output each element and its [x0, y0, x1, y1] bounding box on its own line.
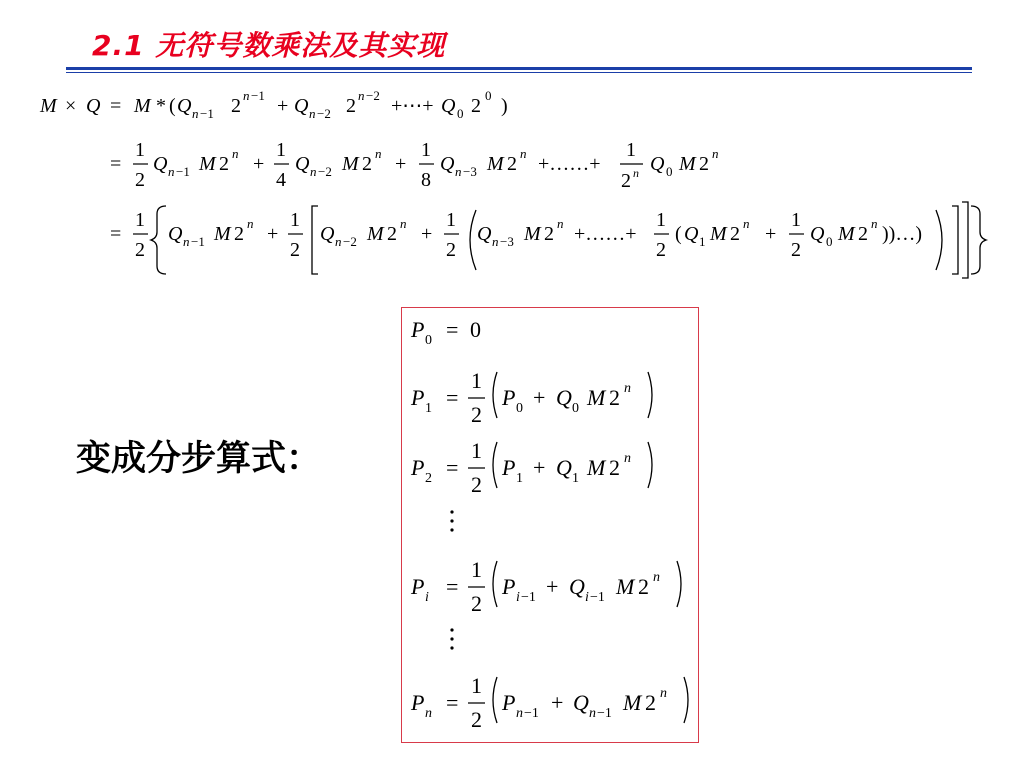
svg-text:+: +: [395, 153, 407, 175]
svg-text:n: n: [633, 166, 639, 180]
svg-text:M: M: [524, 223, 541, 245]
svg-text:n: n: [358, 88, 365, 103]
svg-text:Q: Q: [440, 153, 455, 175]
svg-text:+: +: [533, 385, 546, 410]
svg-text:P: P: [502, 690, 516, 715]
svg-text:Q: Q: [177, 95, 192, 117]
svg-text:1: 1: [791, 209, 801, 231]
formula-line-2: [110, 139, 719, 192]
svg-text:n: n: [192, 106, 199, 121]
svg-text:M: M: [199, 153, 216, 175]
svg-text:1: 1: [421, 139, 431, 161]
svg-text:2: 2: [621, 170, 631, 192]
svg-text:M: M: [623, 690, 642, 715]
svg-text:−2: −2: [318, 164, 332, 179]
svg-text:=: =: [110, 153, 122, 175]
svg-text:2: 2: [507, 153, 517, 175]
svg-text:1: 1: [626, 139, 636, 161]
svg-text:n: n: [557, 216, 564, 231]
svg-text:−3: −3: [463, 164, 477, 179]
svg-text:0: 0: [572, 401, 579, 416]
svg-text:Q: Q: [441, 95, 456, 117]
svg-text:−2: −2: [343, 234, 357, 249]
svg-text:1: 1: [471, 368, 482, 393]
svg-text:P: P: [411, 455, 425, 480]
svg-text:2: 2: [609, 385, 620, 410]
svg-text:n: n: [183, 234, 190, 249]
svg-text:−1: −1: [524, 706, 539, 721]
svg-text:2: 2: [387, 223, 397, 245]
svg-text:i: i: [516, 590, 520, 605]
svg-text:2: 2: [231, 95, 241, 117]
svg-text:2: 2: [425, 471, 432, 486]
svg-text:2: 2: [638, 574, 649, 599]
svg-text:1: 1: [699, 234, 706, 249]
svg-text:=: =: [446, 385, 459, 410]
svg-text:i: i: [425, 590, 429, 605]
svg-text:2: 2: [699, 153, 709, 175]
svg-text:n: n: [871, 216, 878, 231]
svg-text:n: n: [400, 216, 407, 231]
svg-text:2: 2: [791, 239, 801, 261]
svg-text:1: 1: [425, 401, 432, 416]
svg-text:1: 1: [471, 673, 482, 698]
svg-text:1: 1: [471, 557, 482, 582]
svg-text:n: n: [243, 88, 250, 103]
svg-text:n: n: [232, 146, 239, 161]
svg-text:n: n: [310, 164, 317, 179]
svg-text:2: 2: [290, 239, 300, 261]
svg-text:1: 1: [135, 139, 145, 161]
svg-text:0: 0: [516, 401, 523, 416]
svg-text:=: =: [110, 223, 122, 245]
svg-text:2: 2: [471, 472, 482, 497]
svg-text:8: 8: [421, 169, 431, 191]
svg-text:i: i: [585, 590, 589, 605]
svg-text:1: 1: [446, 209, 456, 231]
svg-text:+⋯+: +⋯+: [391, 95, 434, 117]
svg-text:1: 1: [290, 209, 300, 231]
svg-text:P: P: [502, 455, 516, 480]
svg-text:M: M: [710, 223, 727, 245]
svg-text:M: M: [838, 223, 855, 245]
svg-text:Q: Q: [569, 574, 585, 599]
svg-text:2: 2: [135, 169, 145, 191]
svg-text:1: 1: [135, 209, 145, 231]
svg-text:Q: Q: [86, 95, 101, 117]
svg-text:Q: Q: [573, 690, 589, 715]
svg-text:M: M: [342, 153, 359, 175]
svg-text:2: 2: [609, 455, 620, 480]
svg-text:2: 2: [471, 402, 482, 427]
svg-text:4: 4: [276, 169, 286, 191]
svg-text:Q: Q: [295, 153, 310, 175]
svg-text:Q: Q: [168, 223, 183, 245]
svg-text:2: 2: [446, 239, 456, 261]
svg-text:Q: Q: [294, 95, 309, 117]
svg-text:Q: Q: [684, 223, 699, 245]
step-formulas-box: [401, 307, 699, 743]
svg-text:+: +: [551, 690, 564, 715]
svg-text:M: M: [40, 95, 57, 117]
svg-text:=: =: [446, 574, 459, 599]
svg-text:2: 2: [471, 707, 482, 732]
svg-text:Q: Q: [556, 455, 572, 480]
svg-text:n: n: [425, 706, 432, 721]
svg-text:n: n: [375, 146, 382, 161]
svg-text:Q: Q: [556, 385, 572, 410]
svg-text:0: 0: [666, 164, 673, 179]
svg-text:+: +: [546, 574, 559, 599]
svg-text:1: 1: [656, 209, 666, 231]
svg-text:0: 0: [485, 88, 492, 103]
svg-text:+: +: [533, 455, 546, 480]
svg-text:2: 2: [544, 223, 554, 245]
svg-text:−1: −1: [191, 234, 205, 249]
svg-text:2: 2: [219, 153, 229, 175]
svg-text:0: 0: [826, 234, 833, 249]
svg-text:1: 1: [276, 139, 286, 161]
svg-text:0: 0: [425, 333, 432, 348]
step-form-label: 变成分步算式：: [76, 439, 322, 479]
svg-text:M: M: [134, 95, 151, 117]
svg-text:2: 2: [730, 223, 740, 245]
svg-text:1: 1: [572, 471, 579, 486]
svg-text:n: n: [660, 686, 667, 701]
svg-text:+: +: [277, 95, 289, 117]
svg-text:Q: Q: [650, 153, 665, 175]
svg-text:+……+: +……+: [574, 223, 637, 245]
svg-text:P: P: [411, 317, 425, 342]
svg-text:−3: −3: [500, 234, 514, 249]
svg-text:2: 2: [645, 690, 656, 715]
svg-text:+: +: [253, 153, 265, 175]
svg-text:M: M: [679, 153, 696, 175]
svg-text:n: n: [492, 234, 499, 249]
svg-text:−2: −2: [317, 106, 331, 121]
svg-text:M: M: [616, 574, 635, 599]
svg-text:))…): ))…): [882, 223, 922, 245]
slide-title: 2.1 无符号数乘法及其实现: [92, 29, 446, 62]
svg-text:): ): [501, 95, 508, 117]
svg-text:P: P: [411, 574, 425, 599]
svg-text:n: n: [743, 216, 750, 231]
svg-text:=: =: [446, 690, 459, 715]
svg-text:=: =: [110, 95, 122, 117]
svg-text:P: P: [502, 385, 516, 410]
svg-text:−1: −1: [176, 164, 190, 179]
svg-text:1: 1: [471, 438, 482, 463]
formula-line-1: [39, 88, 508, 121]
svg-text:=: =: [446, 455, 459, 480]
svg-text:n: n: [335, 234, 342, 249]
svg-text:0: 0: [457, 106, 464, 121]
svg-text:(: (: [675, 223, 682, 245]
svg-text:n: n: [168, 164, 175, 179]
svg-text:2: 2: [346, 95, 356, 117]
svg-text:0: 0: [470, 317, 481, 342]
svg-text:−1: −1: [521, 590, 536, 605]
svg-text:M: M: [367, 223, 384, 245]
svg-text:−2: −2: [366, 88, 380, 103]
svg-text:−1: −1: [251, 88, 265, 103]
svg-text:+: +: [765, 223, 777, 245]
svg-text:Q: Q: [810, 223, 825, 245]
svg-text:P: P: [411, 690, 425, 715]
svg-text:+……+: +……+: [538, 153, 601, 175]
svg-text:2: 2: [234, 223, 244, 245]
svg-text:×: ×: [65, 95, 77, 117]
svg-text:−1: −1: [590, 590, 605, 605]
svg-text:+: +: [421, 223, 433, 245]
svg-text:M: M: [587, 455, 606, 480]
svg-text:M: M: [487, 153, 504, 175]
svg-text:P: P: [411, 385, 425, 410]
svg-text:2: 2: [362, 153, 372, 175]
svg-text:M: M: [214, 223, 231, 245]
svg-text:(: (: [169, 95, 176, 117]
svg-text:n: n: [653, 570, 660, 585]
svg-text:Q: Q: [153, 153, 168, 175]
svg-text:n: n: [712, 146, 719, 161]
svg-text:n: n: [455, 164, 462, 179]
svg-text:n: n: [624, 451, 631, 466]
svg-text:n: n: [520, 146, 527, 161]
svg-text:−1: −1: [200, 106, 214, 121]
svg-text:2: 2: [656, 239, 666, 261]
svg-text:n: n: [247, 216, 254, 231]
svg-text:*: *: [156, 95, 166, 117]
svg-text:n: n: [624, 381, 631, 396]
svg-text:1: 1: [516, 471, 523, 486]
svg-text:2: 2: [471, 95, 481, 117]
svg-text:2: 2: [858, 223, 868, 245]
svg-text:=: =: [446, 317, 459, 342]
svg-text:P: P: [502, 574, 516, 599]
formula-line-3: [110, 202, 986, 278]
svg-text:n: n: [309, 106, 316, 121]
svg-text:Q: Q: [477, 223, 492, 245]
svg-text:n: n: [516, 706, 523, 721]
svg-text:2: 2: [471, 591, 482, 616]
svg-text:+: +: [267, 223, 279, 245]
product-derivation-formula: [0, 0, 1024, 300]
svg-text:−1: −1: [597, 706, 612, 721]
svg-text:Q: Q: [320, 223, 335, 245]
svg-text:M: M: [587, 385, 606, 410]
svg-text:n: n: [589, 706, 596, 721]
svg-text:2: 2: [135, 239, 145, 261]
